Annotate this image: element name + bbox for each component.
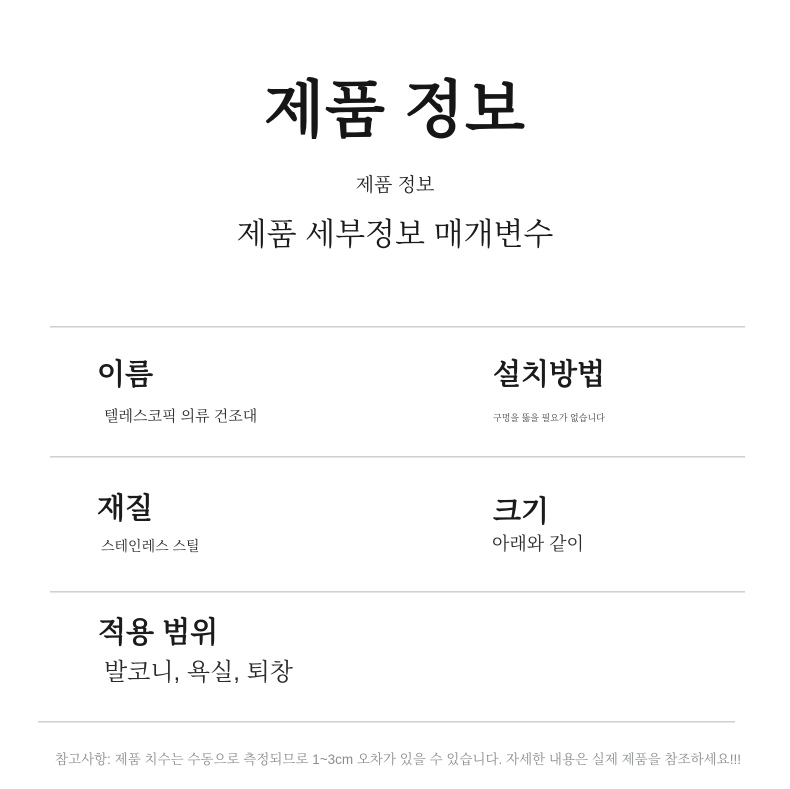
section-subtitle: 제품 세부정보 매개변수 [236, 217, 554, 252]
spec-label-scope: 적용 범위 [98, 617, 219, 649]
spec-label-name: 이름 [97, 359, 154, 391]
spec-value-scope: 발코니, 욕실, 퇴창 [104, 659, 293, 686]
section-label: 제품 정보 [355, 175, 435, 196]
spec-label-size: 크기 [493, 496, 550, 528]
footer-note: 참고사항: 제품 치수는 수동으로 측정되므로 1~3cm 오차가 있을 수 있습니다. 자세한 내용은 실제 제품을 참조하세요!!! [55, 752, 741, 767]
spec-value-size: 아래와 같이 [492, 534, 584, 554]
page-title: 제품 정보 [264, 76, 526, 145]
spec-label-material: 재질 [97, 493, 154, 525]
spec-value-installation: 구멍을 뚫을 필요가 없습니다 [493, 413, 605, 423]
divider [50, 326, 745, 328]
divider [50, 456, 745, 458]
divider [50, 591, 745, 593]
spec-value-material: 스테인레스 스틸 [101, 538, 200, 554]
spec-value-name: 텔레스코픽 의류 건조대 [104, 408, 258, 425]
divider [38, 721, 735, 723]
spec-label-installation: 설치방법 [493, 359, 606, 391]
